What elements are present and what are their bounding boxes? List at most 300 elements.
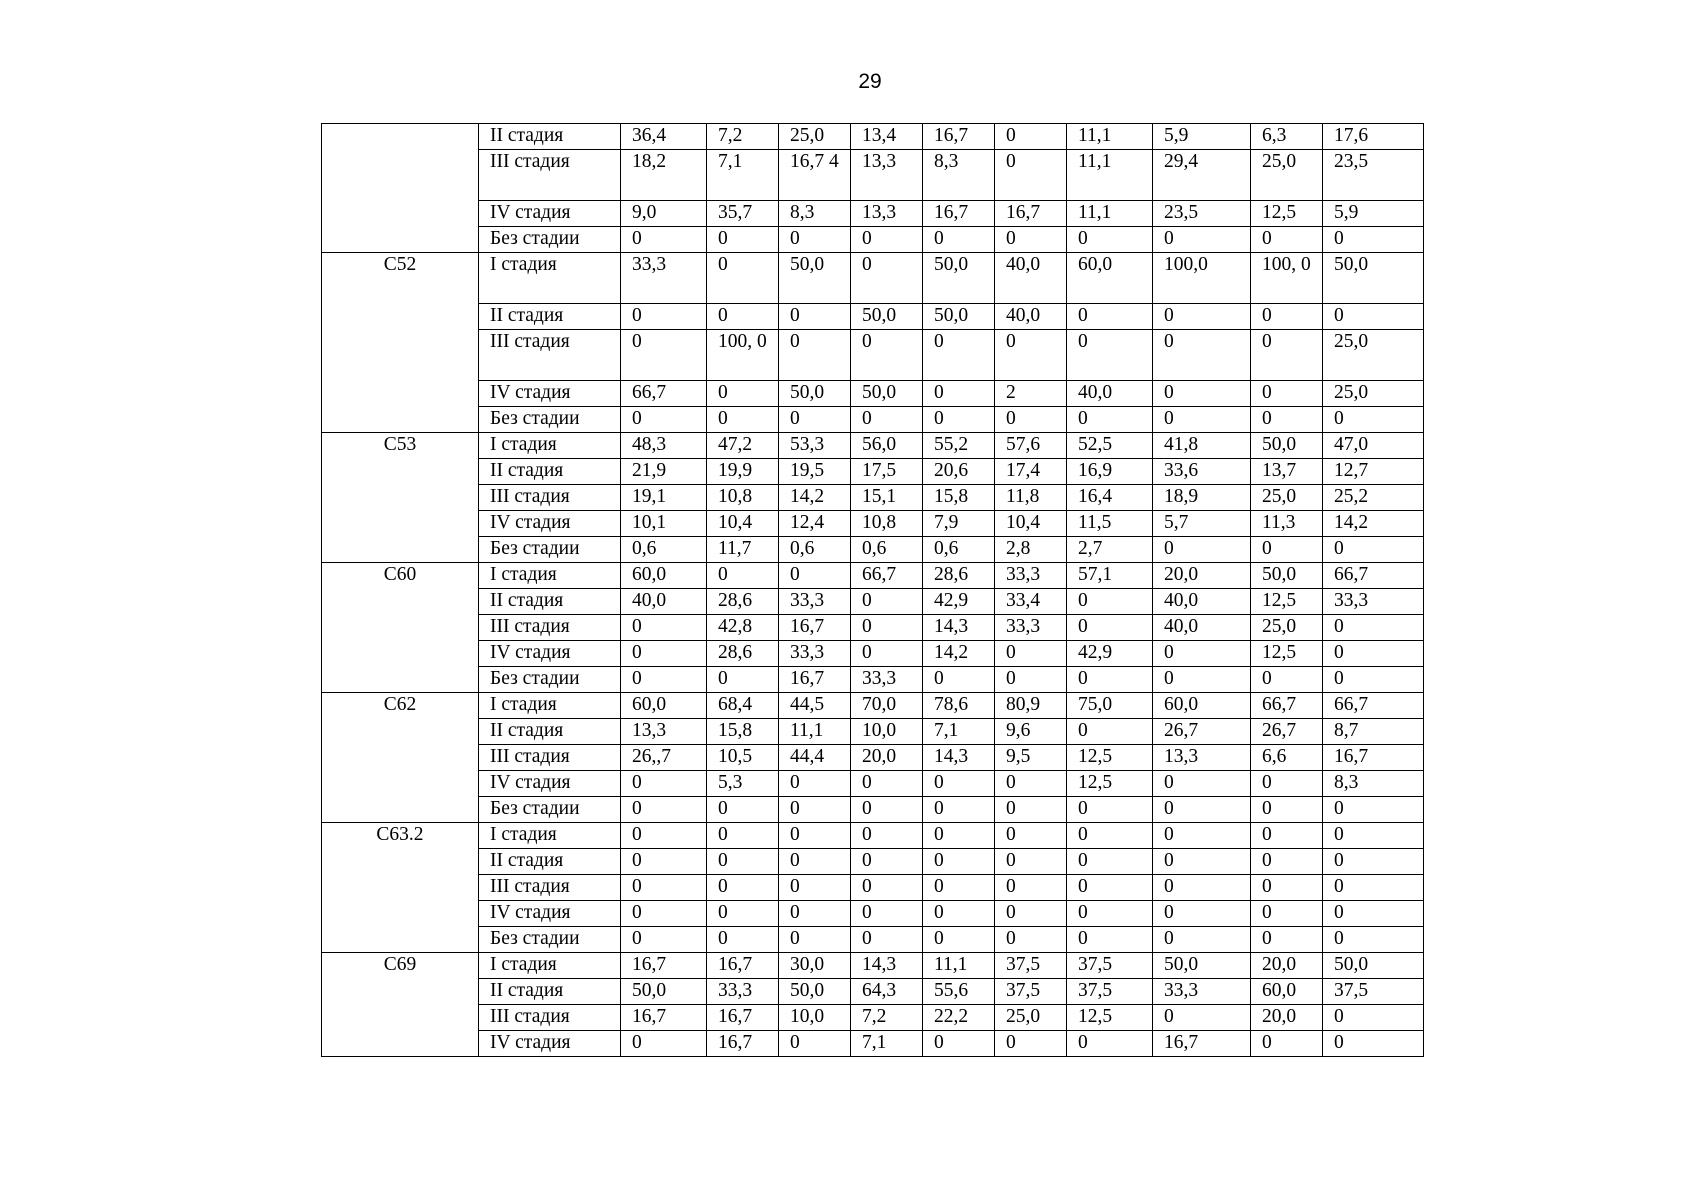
value-cell: 2,7 (1067, 537, 1153, 563)
value-cell: 55,6 (923, 979, 995, 1005)
value-cell: 0 (1153, 304, 1251, 330)
value-cell: 5,3 (707, 771, 779, 797)
value-cell: 50,0 (621, 979, 707, 1005)
value-cell: 0 (621, 927, 707, 953)
value-cell: 0 (995, 150, 1067, 201)
value-cell: 70,0 (851, 693, 923, 719)
value-cell: 0 (995, 641, 1067, 667)
value-cell: 0 (779, 1031, 851, 1057)
value-cell: 7,1 (923, 719, 995, 745)
value-cell: 0 (779, 771, 851, 797)
value-cell: 33,4 (995, 589, 1067, 615)
value-cell: 57,1 (1067, 563, 1153, 589)
value-cell: 50,0 (779, 253, 851, 304)
value-cell: 40,0 (1153, 615, 1251, 641)
stage-label-cell: Без стадии (479, 537, 621, 563)
value-cell: 16,7 (779, 667, 851, 693)
value-cell: 0,6 (923, 537, 995, 563)
value-cell: 0 (923, 407, 995, 433)
value-cell: 50,0 (851, 381, 923, 407)
value-cell: 0 (1323, 875, 1424, 901)
table-row (322, 201, 1424, 227)
value-cell: 16,4 (1067, 485, 1153, 511)
value-cell: 26,7 (1153, 719, 1251, 745)
value-cell: 64,3 (851, 979, 923, 1005)
value-cell: 0 (707, 797, 779, 823)
value-cell: 33,3 (1323, 589, 1424, 615)
value-cell: 0 (851, 823, 923, 849)
stage-label-cell: IV стадия (479, 1031, 621, 1057)
value-cell: 0 (1251, 823, 1323, 849)
value-cell: 36,4 (621, 124, 707, 150)
value-cell: 0 (1323, 901, 1424, 927)
value-cell: 7,2 (851, 1005, 923, 1031)
value-cell: 0 (621, 407, 707, 433)
value-cell: 14,2 (779, 485, 851, 511)
value-cell: 10,5 (707, 745, 779, 771)
value-cell: 0 (1251, 407, 1323, 433)
diagnosis-code-cell: С62 (322, 693, 479, 823)
value-cell: 22,2 (923, 1005, 995, 1031)
value-cell: 0 (1153, 875, 1251, 901)
value-cell: 0 (851, 797, 923, 823)
value-cell: 0 (707, 927, 779, 953)
value-cell: 19,5 (779, 459, 851, 485)
stage-label-cell: III стадия (479, 330, 621, 381)
value-cell: 0 (1153, 667, 1251, 693)
value-cell: 25,0 (779, 124, 851, 150)
stage-label-cell: I стадия (479, 433, 621, 459)
value-cell: 26,7 (1251, 719, 1323, 745)
value-cell: 2,8 (995, 537, 1067, 563)
value-cell: 0 (1067, 589, 1153, 615)
value-cell: 7,9 (923, 511, 995, 537)
value-cell: 12,7 (1323, 459, 1424, 485)
value-cell: 11,7 (707, 537, 779, 563)
value-cell: 48,3 (621, 433, 707, 459)
value-cell: 0 (851, 641, 923, 667)
value-cell: 7,2 (707, 124, 779, 150)
value-cell: 0 (779, 330, 851, 381)
value-cell: 14,3 (923, 745, 995, 771)
value-cell: 0 (1153, 901, 1251, 927)
value-cell: 66,7 (851, 563, 923, 589)
value-cell: 35,7 (707, 201, 779, 227)
value-cell: 50,0 (1251, 433, 1323, 459)
value-cell: 14,3 (923, 615, 995, 641)
value-cell: 16,7 (621, 1005, 707, 1031)
value-cell: 66,7 (1323, 563, 1424, 589)
value-cell: 11,1 (1067, 201, 1153, 227)
value-cell: 6,6 (1251, 745, 1323, 771)
value-cell: 9,0 (621, 201, 707, 227)
value-cell: 0 (621, 823, 707, 849)
value-cell: 5,9 (1153, 124, 1251, 150)
value-cell: 37,5 (1067, 953, 1153, 979)
value-cell: 13,3 (621, 719, 707, 745)
value-cell: 0 (923, 901, 995, 927)
value-cell: 0 (851, 875, 923, 901)
value-cell: 0 (621, 330, 707, 381)
value-cell: 44,4 (779, 745, 851, 771)
value-cell: 47,0 (1323, 433, 1424, 459)
value-cell: 0 (1323, 407, 1424, 433)
value-cell: 0 (851, 771, 923, 797)
value-cell: 28,6 (707, 589, 779, 615)
value-cell: 7,1 (851, 1031, 923, 1057)
value-cell: 10,1 (621, 511, 707, 537)
value-cell: 0 (621, 875, 707, 901)
value-cell: 0 (923, 849, 995, 875)
value-cell: 0 (851, 901, 923, 927)
value-cell: 60,0 (1251, 979, 1323, 1005)
value-cell: 18,9 (1153, 485, 1251, 511)
table-row (322, 615, 1424, 641)
value-cell: 0 (995, 771, 1067, 797)
diagnosis-code-cell: С53 (322, 433, 479, 563)
value-cell: 21,9 (621, 459, 707, 485)
value-cell: 0 (707, 381, 779, 407)
value-cell: 0 (1067, 407, 1153, 433)
value-cell: 0 (1323, 227, 1424, 253)
value-cell: 20,0 (851, 745, 923, 771)
value-cell: 0 (995, 227, 1067, 253)
table-row (322, 979, 1424, 1005)
value-cell: 0 (1251, 849, 1323, 875)
value-cell: 0 (1251, 927, 1323, 953)
value-cell: 52,5 (1067, 433, 1153, 459)
value-cell: 25,0 (995, 1005, 1067, 1031)
stage-label-cell: Без стадии (479, 227, 621, 253)
stage-label-cell: Без стадии (479, 927, 621, 953)
value-cell: 50,0 (1323, 953, 1424, 979)
value-cell: 16,7 (923, 124, 995, 150)
value-cell: 50,0 (923, 253, 995, 304)
value-cell: 0 (1067, 227, 1153, 253)
table-row (322, 771, 1424, 797)
value-cell: 10,8 (851, 511, 923, 537)
value-cell: 33,3 (707, 979, 779, 1005)
value-cell: 0 (779, 227, 851, 253)
value-cell: 0 (621, 1031, 707, 1057)
value-cell: 0 (1067, 927, 1153, 953)
value-cell: 55,2 (923, 433, 995, 459)
value-cell: 0 (1067, 330, 1153, 381)
value-cell: 25,0 (1323, 330, 1424, 381)
value-cell: 0 (707, 875, 779, 901)
value-cell: 0 (1153, 771, 1251, 797)
value-cell: 11,1 (1067, 150, 1153, 201)
value-cell: 0 (923, 875, 995, 901)
stage-label-cell: II стадия (479, 979, 621, 1005)
value-cell: 33,3 (995, 563, 1067, 589)
value-cell: 33,3 (1153, 979, 1251, 1005)
value-cell: 0 (707, 304, 779, 330)
value-cell: 0 (851, 615, 923, 641)
value-cell: 2 (995, 381, 1067, 407)
value-cell: 0 (621, 615, 707, 641)
value-cell: 25,0 (1323, 381, 1424, 407)
value-cell: 16,7 (707, 1031, 779, 1057)
table-row (322, 537, 1424, 563)
value-cell: 0 (851, 227, 923, 253)
stage-label-cell: IV стадия (479, 901, 621, 927)
value-cell: 40,0 (995, 304, 1067, 330)
value-cell: 0 (1251, 875, 1323, 901)
value-cell: 17,5 (851, 459, 923, 485)
value-cell: 0 (707, 227, 779, 253)
value-cell: 13,4 (851, 124, 923, 150)
value-cell: 100,0 (1153, 253, 1251, 304)
value-cell: 16,7 (1153, 1031, 1251, 1057)
value-cell: 0 (779, 927, 851, 953)
value-cell: 13,7 (1251, 459, 1323, 485)
value-cell: 0 (1067, 667, 1153, 693)
value-cell: 0 (1251, 304, 1323, 330)
value-cell: 16,7 (707, 1005, 779, 1031)
stage-label-cell: I стадия (479, 563, 621, 589)
value-cell: 16,9 (1067, 459, 1153, 485)
value-cell: 33,3 (779, 589, 851, 615)
value-cell: 0 (923, 797, 995, 823)
value-cell: 20,0 (1251, 953, 1323, 979)
value-cell: 20,0 (1153, 563, 1251, 589)
value-cell: 0 (1323, 537, 1424, 563)
table-row (322, 823, 1424, 849)
value-cell: 100, 0 (1251, 253, 1323, 304)
table-row (322, 901, 1424, 927)
value-cell: 66,7 (1323, 693, 1424, 719)
value-cell: 37,5 (1067, 979, 1153, 1005)
value-cell: 10,0 (779, 1005, 851, 1031)
value-cell: 60,0 (621, 563, 707, 589)
value-cell: 0 (1153, 1005, 1251, 1031)
value-cell: 19,1 (621, 485, 707, 511)
value-cell: 0 (1323, 797, 1424, 823)
value-cell: 17,6 (1323, 124, 1424, 150)
value-cell: 0 (1067, 875, 1153, 901)
value-cell: 37,5 (995, 979, 1067, 1005)
value-cell: 47,2 (707, 433, 779, 459)
stage-label-cell: II стадия (479, 124, 621, 150)
stage-label-cell: II стадия (479, 304, 621, 330)
value-cell: 17,4 (995, 459, 1067, 485)
value-cell: 10,4 (707, 511, 779, 537)
stage-distribution-table (321, 123, 1424, 1057)
stage-label-cell: IV стадия (479, 201, 621, 227)
stage-label-cell: III стадия (479, 485, 621, 511)
value-cell: 9,6 (995, 719, 1067, 745)
value-cell: 13,3 (851, 201, 923, 227)
value-cell: 12,5 (1067, 771, 1153, 797)
stage-label-cell: III стадия (479, 1005, 621, 1031)
table-row (322, 875, 1424, 901)
diagnosis-code-cell: С52 (322, 253, 479, 433)
stage-label-cell: III стадия (479, 615, 621, 641)
stage-label-cell: II стадия (479, 589, 621, 615)
value-cell: 0 (1323, 667, 1424, 693)
value-cell: 16,7 (707, 953, 779, 979)
value-cell: 0 (923, 823, 995, 849)
value-cell: 0 (707, 849, 779, 875)
value-cell: 11,8 (995, 485, 1067, 511)
value-cell: 0 (1067, 719, 1153, 745)
table-row (322, 953, 1424, 979)
value-cell: 0 (1251, 1031, 1323, 1057)
value-cell: 25,2 (1323, 485, 1424, 511)
value-cell: 0 (851, 407, 923, 433)
value-cell: 0 (1153, 927, 1251, 953)
value-cell: 0 (1251, 381, 1323, 407)
value-cell: 0 (851, 849, 923, 875)
value-cell: 0 (707, 667, 779, 693)
stage-label-cell: I стадия (479, 253, 621, 304)
value-cell: 0 (1153, 823, 1251, 849)
stage-label-cell: I стадия (479, 953, 621, 979)
value-cell: 25,0 (1251, 615, 1323, 641)
value-cell: 0 (995, 124, 1067, 150)
stage-label-cell: III стадия (479, 745, 621, 771)
value-cell: 11,1 (1067, 124, 1153, 150)
table-row (322, 641, 1424, 667)
table-row (322, 667, 1424, 693)
value-cell: 0 (1067, 615, 1153, 641)
value-cell: 0 (779, 823, 851, 849)
value-cell: 29,4 (1153, 150, 1251, 201)
stage-label-cell: III стадия (479, 150, 621, 201)
value-cell: 53,3 (779, 433, 851, 459)
value-cell: 37,5 (1323, 979, 1424, 1005)
value-cell: 0,6 (621, 537, 707, 563)
value-cell: 0 (995, 927, 1067, 953)
value-cell: 13,3 (1153, 745, 1251, 771)
value-cell: 0 (851, 330, 923, 381)
value-cell: 0 (1067, 304, 1153, 330)
stage-label-cell: Без стадии (479, 797, 621, 823)
value-cell: 0 (995, 407, 1067, 433)
value-cell: 42,9 (1067, 641, 1153, 667)
value-cell: 16,7 4 (779, 150, 851, 201)
value-cell: 0 (779, 563, 851, 589)
value-cell: 15,1 (851, 485, 923, 511)
value-cell: 42,8 (707, 615, 779, 641)
value-cell: 8,3 (1323, 771, 1424, 797)
table-row (322, 227, 1424, 253)
value-cell: 0 (1153, 407, 1251, 433)
value-cell: 11,1 (923, 953, 995, 979)
value-cell: 0 (1251, 227, 1323, 253)
value-cell: 0 (707, 407, 779, 433)
value-cell: 6,3 (1251, 124, 1323, 150)
value-cell: 0 (923, 1031, 995, 1057)
table-row (322, 1031, 1424, 1057)
value-cell: 5,9 (1323, 201, 1424, 227)
table-row (322, 693, 1424, 719)
value-cell: 0 (1251, 537, 1323, 563)
table-row (322, 304, 1424, 330)
table-row (322, 407, 1424, 433)
value-cell: 0 (1153, 330, 1251, 381)
value-cell: 0 (851, 589, 923, 615)
value-cell: 33,3 (851, 667, 923, 693)
value-cell: 0 (923, 330, 995, 381)
value-cell: 0 (1323, 1005, 1424, 1031)
value-cell: 0 (621, 304, 707, 330)
value-cell: 0 (621, 901, 707, 927)
value-cell: 0 (779, 407, 851, 433)
value-cell: 0 (1323, 304, 1424, 330)
value-cell: 60,0 (1067, 253, 1153, 304)
value-cell: 16,7 (1323, 745, 1424, 771)
value-cell: 66,7 (621, 381, 707, 407)
value-cell: 10,0 (851, 719, 923, 745)
stage-label-cell: IV стадия (479, 511, 621, 537)
value-cell: 0 (995, 1031, 1067, 1057)
value-cell: 0 (1067, 849, 1153, 875)
table-row (322, 745, 1424, 771)
value-cell: 57,6 (995, 433, 1067, 459)
table-row (322, 485, 1424, 511)
value-cell: 0 (1067, 1031, 1153, 1057)
value-cell: 0 (621, 771, 707, 797)
value-cell: 42,9 (923, 589, 995, 615)
value-cell: 0 (1153, 849, 1251, 875)
value-cell: 0 (779, 901, 851, 927)
value-cell: 0 (621, 641, 707, 667)
value-cell: 40,0 (1153, 589, 1251, 615)
value-cell: 11,1 (779, 719, 851, 745)
value-cell: 0 (779, 849, 851, 875)
value-cell: 0 (707, 563, 779, 589)
value-cell: 12,5 (1251, 589, 1323, 615)
value-cell: 0 (779, 304, 851, 330)
value-cell: 0 (707, 823, 779, 849)
table-row (322, 719, 1424, 745)
value-cell: 25,0 (1251, 150, 1323, 201)
value-cell: 40,0 (1067, 381, 1153, 407)
value-cell: 0 (995, 823, 1067, 849)
value-cell: 0 (621, 849, 707, 875)
value-cell: 0 (995, 849, 1067, 875)
value-cell: 0 (1251, 901, 1323, 927)
value-cell: 18,2 (621, 150, 707, 201)
value-cell: 0 (923, 771, 995, 797)
diagnosis-code-cell (322, 124, 479, 253)
value-cell: 0 (995, 875, 1067, 901)
value-cell: 0 (1323, 927, 1424, 953)
stage-label-cell: Без стадии (479, 667, 621, 693)
value-cell: 0 (995, 797, 1067, 823)
value-cell: 30,0 (779, 953, 851, 979)
value-cell: 0 (923, 927, 995, 953)
value-cell: 0 (1251, 330, 1323, 381)
value-cell: 68,4 (707, 693, 779, 719)
table-row (322, 459, 1424, 485)
stage-label-cell: IV стадия (479, 381, 621, 407)
value-cell: 0 (1323, 849, 1424, 875)
value-cell: 0 (923, 227, 995, 253)
value-cell: 50,0 (779, 381, 851, 407)
table-body (322, 124, 1424, 1057)
table-row (322, 797, 1424, 823)
value-cell: 12,5 (1067, 745, 1153, 771)
value-cell: 23,5 (1153, 201, 1251, 227)
value-cell: 0 (1153, 797, 1251, 823)
value-cell: 33,6 (1153, 459, 1251, 485)
value-cell: 26,,7 (621, 745, 707, 771)
stage-label-cell: II стадия (479, 719, 621, 745)
value-cell: 23,5 (1323, 150, 1424, 201)
